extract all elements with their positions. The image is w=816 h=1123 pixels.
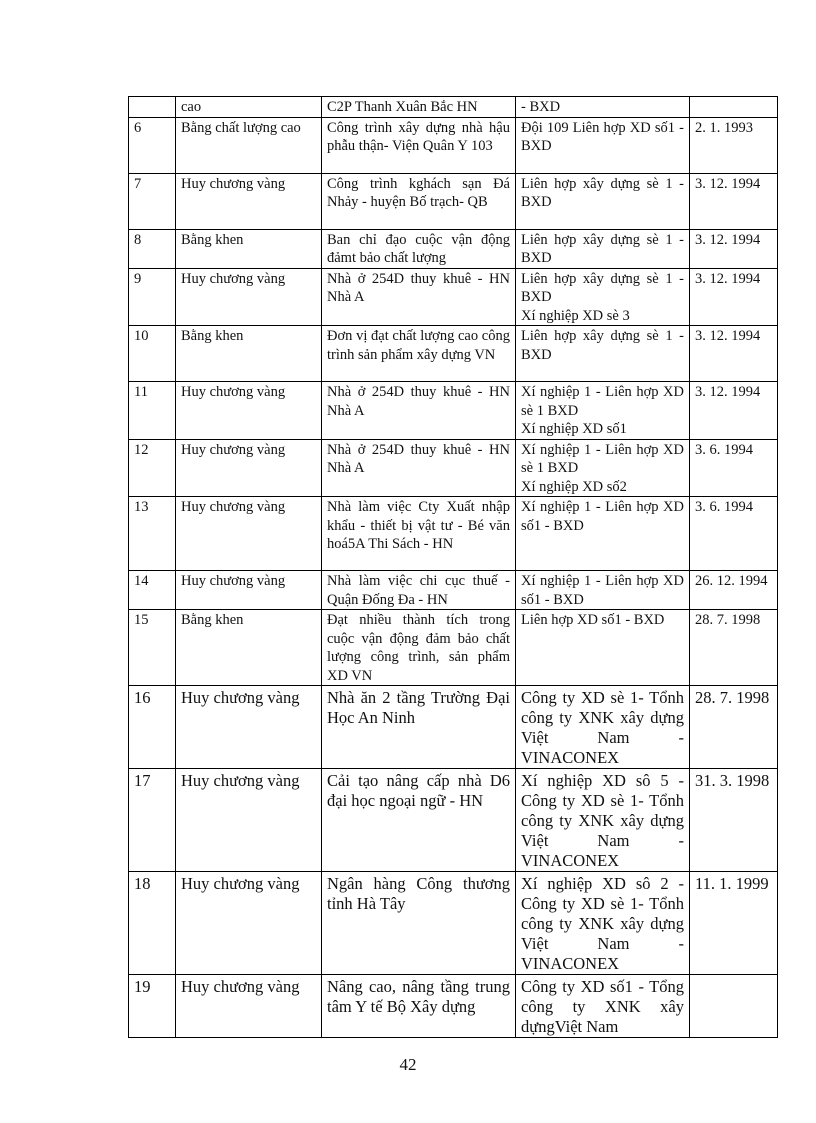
awards-table [128,96,778,1038]
row-number: 17 [129,769,176,872]
table-row [129,326,778,382]
date-cell: 2. 1. 1993 [690,117,778,173]
project-cell: Nâng cao, nâng tầng trung tâm Y tế Bộ Xây dựng [322,975,516,1038]
date-cell: 11. 1. 1999 [690,872,778,975]
project-cell: Cải tạo nâng cấp nhà D6 đại học ngoại ngữ - HN [322,769,516,872]
project-cell: Công trình xây dựng nhà hậu phẫu thận- Viện Quân Y 103 [322,117,516,173]
date-cell: 31. 3. 1998 [690,769,778,872]
date-cell: 3. 12. 1994 [690,229,778,268]
project-cell: Nhà làm việc chi cục thuế - Quận Đống Đa - HN [322,571,516,610]
table-row [129,571,778,610]
award-cell: Huy chương vàng [176,769,322,872]
project-cell: Đạt nhiều thành tích trong cuộc vận động đảm bảo chất lượng công trình, sản phẩm XD VN [322,610,516,686]
unit-subline: Xí nghiệp XD sè 3 [521,307,630,324]
unit-cell [516,439,690,497]
award-cell: cao [176,97,322,118]
table-row [129,97,778,118]
unit-line: Xí nghiệp 1 - Liên hợp XD sè 1 BXD [521,441,684,476]
table-row [129,975,778,1038]
award-cell: Huy chương vàng [176,497,322,571]
date-cell: 26. 12. 1994 [690,571,778,610]
award-cell: Huy chương vàng [176,173,322,229]
table-row [129,610,778,686]
award-cell: Huy chương vàng [176,975,322,1038]
unit-cell: Xí nghiệp 1 - Liên hợp XD số1 - BXD [516,497,690,571]
unit-cell: Liên hợp xây dựng sè 1 - BXD [516,326,690,382]
unit-cell: Xí nghiệp XD sô 2 - Công ty XD sè 1- Tổnh công ty XNK xây dựng Việt Nam - VINACONEX [516,872,690,975]
date-cell: 28. 7. 1998 [690,686,778,769]
table-row [129,497,778,571]
table-row [129,439,778,497]
table-row [129,117,778,173]
table-row [129,382,778,440]
award-cell: Huy chương vàng [176,571,322,610]
unit-cell: - BXD [516,97,690,118]
row-number: 15 [129,610,176,686]
project-cell: Công trình kghách sạn Đá Nhảy - huyện Bố trạch- QB [322,173,516,229]
date-cell [690,97,778,118]
row-number: 10 [129,326,176,382]
project-cell: Ban chỉ đạo cuộc vận động đảmt bảo chất lượng [322,229,516,268]
unit-cell: Xí nghiệp 1 - Liên hợp XD số1 - BXD [516,571,690,610]
row-number: 14 [129,571,176,610]
unit-cell: Công ty XD sè 1- Tổnh công ty XNK xây dựng Việt Nam - VINACONEX [516,686,690,769]
project-cell: Nhà ở 254D thuy khuê - HN Nhà A [322,382,516,440]
table-row [129,872,778,975]
row-number: 7 [129,173,176,229]
date-cell: 3. 12. 1994 [690,326,778,382]
date-cell [690,975,778,1038]
award-cell: Bằng chất lượng cao [176,117,322,173]
award-cell: Bằng khen [176,326,322,382]
page-number: 42 [399,1055,417,1074]
unit-subline: Xí nghiệp XD số2 [521,478,627,495]
row-number: 13 [129,497,176,571]
table-row [129,268,778,326]
date-cell: 3. 12. 1994 [690,382,778,440]
unit-cell: Xí nghiệp XD sô 5 - Công ty XD sè 1- Tổnh công ty XNK xây dựng Việt Nam - VINACONEX [516,769,690,872]
row-number: 19 [129,975,176,1038]
date-cell: 3. 12. 1994 [690,173,778,229]
award-cell: Huy chương vàng [176,268,322,326]
award-cell: Huy chương vàng [176,382,322,440]
row-number: 9 [129,268,176,326]
project-cell: Nhà làm việc Cty Xuất nhập khẩu - thiết bị vật tư - Bé văn hoá5A Thi Sách - HN [322,497,516,571]
project-cell: Nhà ở 254D thuy khuê - HN Nhà A [322,439,516,497]
date-cell: 28. 7. 1998 [690,610,778,686]
award-cell: Huy chương vàng [176,872,322,975]
unit-line: Xí nghiệp 1 - Liên hợp XD sè 1 BXD [521,384,684,419]
unit-cell: Công ty XD số1 - Tổng công ty XNK xây dựngViệt Nam [516,975,690,1038]
unit-cell: Liên hợp xây dựng sè 1 - BXD [516,173,690,229]
project-cell: C2P Thanh Xuân Bắc HN [322,97,516,118]
row-number: 11 [129,382,176,440]
unit-cell [516,268,690,326]
project-cell: Đơn vị đạt chất lượng cao công trình sản phẩm xây dựng VN [322,326,516,382]
table-row [129,686,778,769]
unit-cell: Đội 109 Liên hợp XD số1 - BXD [516,117,690,173]
row-number: 8 [129,229,176,268]
project-cell: Nhà ăn 2 tầng Trường Đại Học An Ninh [322,686,516,769]
date-cell: 3. 6. 1994 [690,497,778,571]
award-cell: Bằng khen [176,610,322,686]
unit-cell: Liên hợp XD số1 - BXD [516,610,690,686]
table-row [129,769,778,872]
table-row [129,173,778,229]
row-number: 12 [129,439,176,497]
unit-cell [516,382,690,440]
row-number [129,97,176,118]
unit-line: Liên hợp xây dựng sè 1 - BXD [521,270,684,305]
award-cell: Huy chương vàng [176,439,322,497]
award-cell: Bằng khen [176,229,322,268]
project-cell: Ngân hàng Công thương tỉnh Hà Tây [322,872,516,975]
table-row [129,229,778,268]
award-cell: Huy chương vàng [176,686,322,769]
row-number: 6 [129,117,176,173]
date-cell: 3. 6. 1994 [690,439,778,497]
project-cell: Nhà ở 254D thuy khuê - HN Nhà A [322,268,516,326]
date-cell: 3. 12. 1994 [690,268,778,326]
unit-cell: Liên hợp xây dựng sè 1 - BXD [516,229,690,268]
row-number: 18 [129,872,176,975]
row-number: 16 [129,686,176,769]
unit-subline: Xí nghiệp XD số1 [521,421,627,437]
